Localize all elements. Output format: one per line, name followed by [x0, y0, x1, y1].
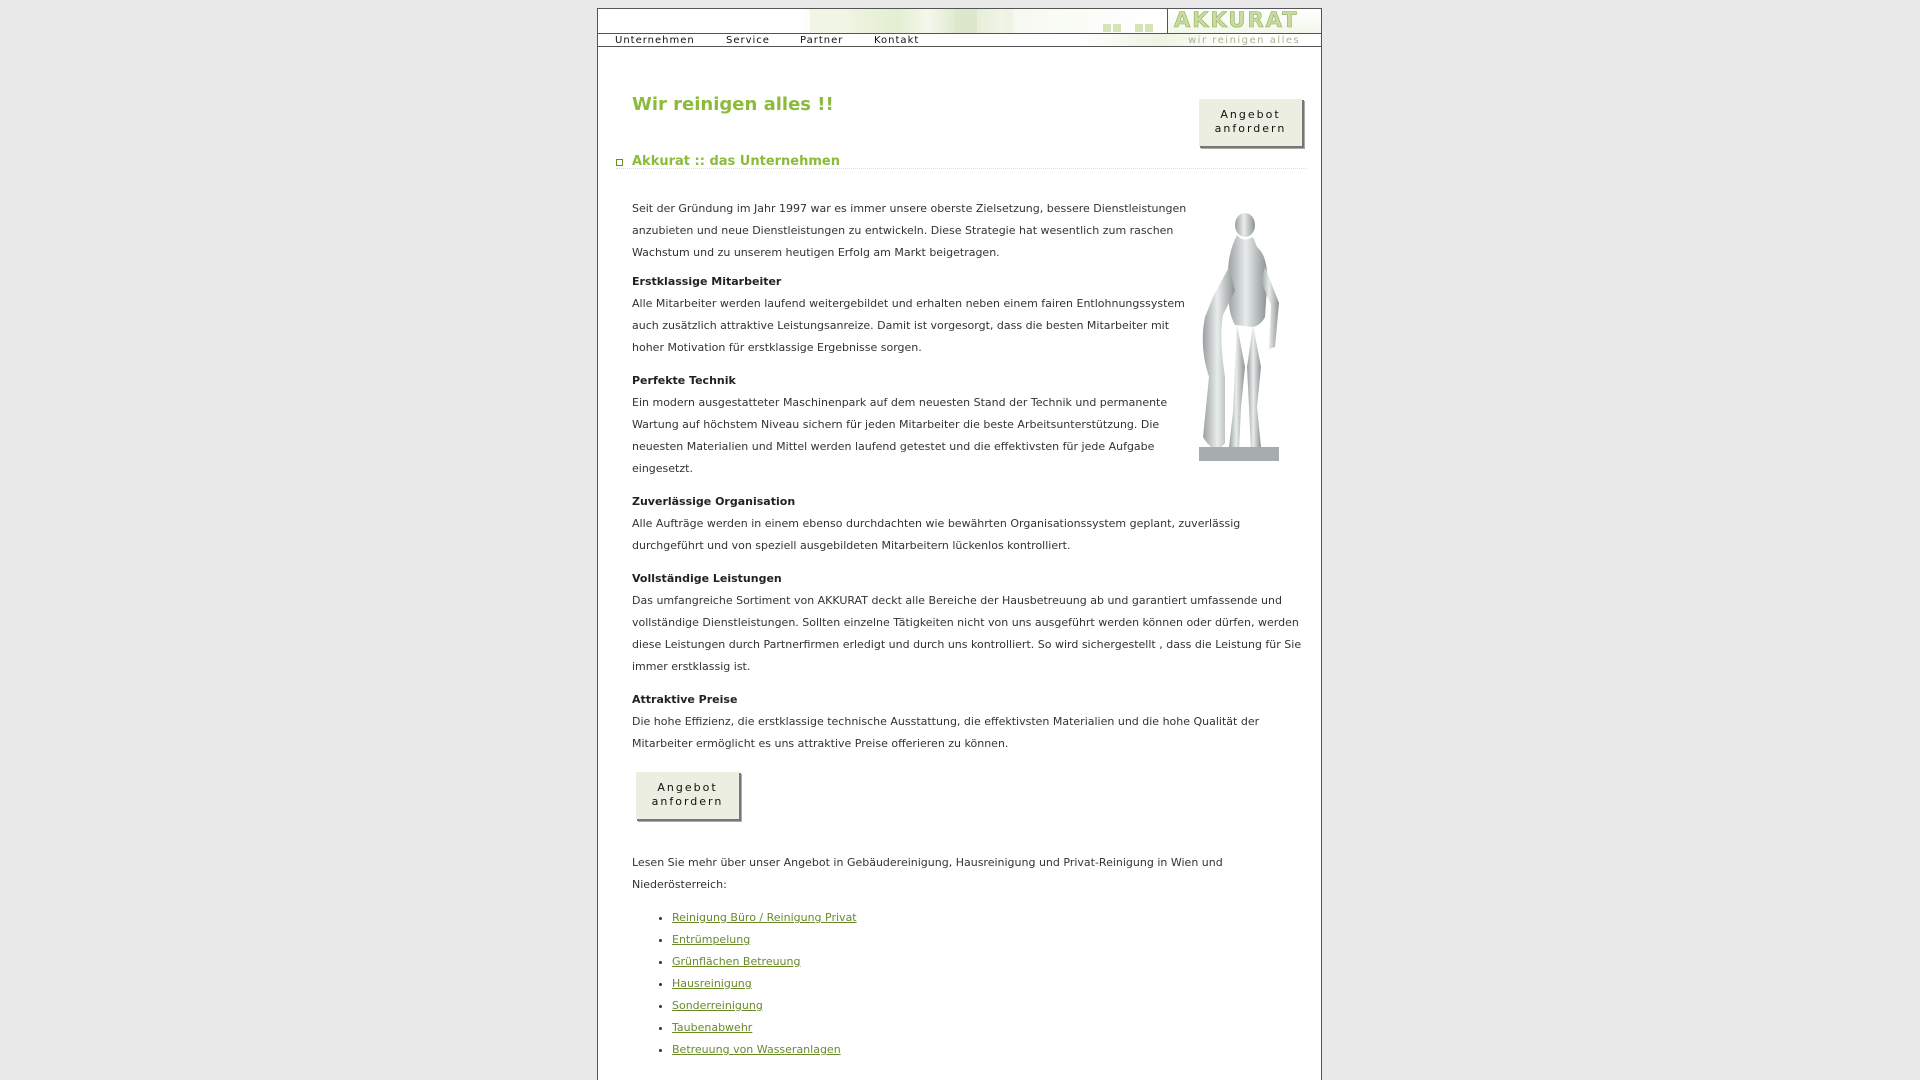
link-gruenflaechen[interactable]: Grünflächen Betreuung — [672, 955, 801, 968]
link-wasseranlagen[interactable]: Betreuung von Wasseranlagen — [672, 1043, 841, 1056]
link-hausreinigung[interactable]: Hausreinigung — [672, 977, 752, 990]
section-organisation: Zuverlässige Organisation Alle Aufträge werden in einem ebenso durchdachten wie bewährten Organisationssystem geplant, zuverlässig durchgeführt und von speziell ausgebildeten Mitarbeitern lückenlos kontrolliert. — [632, 495, 1241, 552]
service-links-list — [632, 907, 857, 1061]
bullet-square-icon — [616, 159, 623, 166]
list-item — [672, 929, 857, 951]
section-subheading: Vollständige Leistungen — [632, 572, 782, 585]
intro-paragraph: Seit der Gründung im Jahr 1997 war es immer unsere oberste Zielsetzung, bessere Dienstleistungen anzubieten und neue Dienstleistungen zu entwickeln. Diese Strategie hat wesentlich zum raschen Wachstum und zu unserem heutigen Erfolg am Markt beigetragen. — [632, 202, 1187, 259]
section-preise: Attraktive Preise Die hohe Effizienz, die erstklassige technische Ausstattung, die effektivsten Materialien und die hohe Qualität der Mitarbeiter ermöglicht es uns attraktive Preise offerieren zu können. — [632, 693, 1260, 750]
offer-button-bottom[interactable] — [635, 771, 739, 819]
page-container — [597, 8, 1322, 1080]
section-subheading: Erstklassige Mitarbeiter — [632, 275, 782, 288]
section-heading-text: Akkurat :: das Unternehmen — [632, 154, 840, 169]
offer-button-label: Angebot — [657, 781, 718, 794]
logo-box[interactable] — [1167, 9, 1321, 33]
section-subheading: Perfekte Technik — [632, 374, 736, 387]
link-taubenabwehr[interactable]: Taubenabwehr — [672, 1021, 753, 1034]
section-technik: Perfekte Technik Ein modern ausgestatteter Maschinenpark auf dem neuesten Stand der Technik und permanente Wartung auf höchstem Niveau sichern für jeden Mitarbeiter die beste Arbeitsunterstützung. Die neuesten Materialien und Mittel werden laufend getestet und die effektivsten für jede Aufgabe eingesetzt. — [632, 374, 1168, 475]
nav-unternehmen[interactable]: Unternehmen — [615, 35, 695, 46]
list-item — [672, 951, 857, 973]
header-banner — [598, 9, 1321, 33]
list-item — [672, 995, 857, 1017]
list-item — [672, 1039, 857, 1061]
main-nav — [598, 33, 1321, 47]
list-item — [672, 907, 857, 929]
logo: AKKURAT — [1174, 9, 1299, 32]
more-info-text: Lesen Sie mehr über unser Angebot in Gebäudereinigung, Hausreinigung und Privat-Reinigung in Wien und Niederösterreich: — [632, 856, 1223, 891]
link-sonderreinigung[interactable]: Sonderreinigung — [672, 999, 763, 1012]
list-item — [672, 1017, 857, 1039]
nav-service[interactable]: Service — [726, 35, 770, 46]
section-subheading: Attraktive Preise — [632, 693, 738, 706]
link-reinigung-buero[interactable]: Reinigung Büro / Reinigung Privat — [672, 911, 857, 924]
list-item — [672, 973, 857, 995]
offer-button-top[interactable] — [1198, 98, 1302, 146]
statue-image — [1195, 207, 1305, 467]
link-entruempelung[interactable]: Entrümpelung — [672, 933, 751, 946]
nav-kontakt[interactable]: Kontakt — [874, 35, 920, 46]
section-mitarbeiter: Erstklassige Mitarbeiter Alle Mitarbeiter werden laufend weitergebildet und erhalten neben einem fairen Entlohnungssystem auch zusätzlich attraktive Leistungsanreize. Damit ist vorgesorgt, dass die besten Mitarbeiter mit hoher Motivation für erstklassige Ergebnisse sorgen. — [632, 275, 1185, 354]
page-title: Wir reinigen alles !! — [632, 94, 834, 115]
offer-button-label: anfordern — [1214, 122, 1287, 135]
nav-partner[interactable]: Partner — [800, 35, 844, 46]
tagline: wir reinigen alles — [1188, 35, 1301, 46]
section-subheading: Zuverlässige Organisation — [632, 495, 796, 508]
section-leistungen: Vollständige Leistungen Das umfangreiche Sortiment von AKKURAT deckt alle Bereiche der Hausbetreuung ab und garantiert umfassende und vollständige Dienstleistungen. Sollten einzelne Tätigkeiten nicht von uns ausgeführt werden können oder dürfen, werden diese Leistungen durch Partnerfirmen erledigt und durch uns kontrolliert. So wird sichergestellt , dass die Leistung für Sie immer erstklassig ist. — [632, 572, 1302, 673]
decor-squares — [1103, 17, 1155, 33]
offer-button-label: Angebot — [1220, 108, 1281, 121]
section-heading — [616, 154, 1306, 169]
offer-button-label: anfordern — [651, 795, 724, 808]
